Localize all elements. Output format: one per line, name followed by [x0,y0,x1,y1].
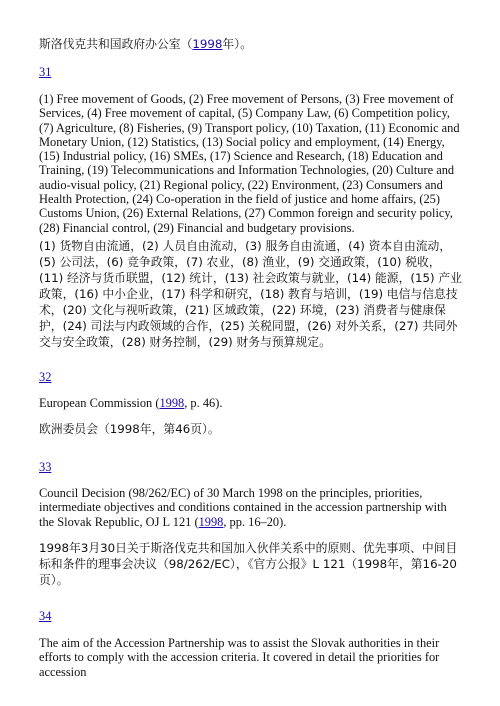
year-link[interactable]: 1998 [192,37,223,51]
footnote-32-link[interactable]: 32 [39,370,52,384]
footnote-32-english-text: European Commission ( [39,396,160,410]
footnote-33-english-text: Council Decision (98/262/EC) of 30 March 1998 on the principles, priorities, intermediate objectives and conditions contained in the accession partnership with the Slovak Republic, OJ L 121 ( [39,486,447,529]
footnote-32-year-link[interactable]: 1998 [159,396,185,410]
footnote-31-english: (1) Free movement of Goods, (2) Free movement of Persons, (3) Free movement of Services, (4) Free movement of capital, (5) Company Law, (6) Competition policy, (7) Agriculture, (8) Fisheries, (9) Transport policy, (10) Taxation, (11) Economic and Monetary Union, (12) Statistics, (13) Social policy and employment, (14) Energy, (15) Industrial policy, (16) SMEs, (17) Science and Research, (18) Education and Training, (19) Telecommunications and Information Technologies, (20) Culture and audio-visual policy, (21) Regional policy, (22) Environment, (23) Consumers and Health Protection, (24) Co-operation in the field of justice and home affairs, (25) Customs Union, (26) External Relations, (27) Common foreign and security policy, (28) Financial control, (29) Financial and budgetary provisions. [39,92,460,235]
footnote-34-link[interactable]: 34 [39,609,52,623]
top-citation [39,36,463,52]
footnote-32-english [39,396,463,410]
footnote-33-chinese: 1998年3月30日关于斯洛伐克共和国加入伙伴关系中的原则、优先事项、中间目标和条件的理事会决议（98/262/EC），《官方公报》L 121（1998年，第16-20页）。 [39,541,458,587]
footnote-31-chinese: (1) 货物自由流通，(2) 人员自由流动，(3) 服务自由流通，(4) 资本自由流动，(5) 公司法，(6) 竞争政策，(7) 农业，(8) 渔业，(9) 交通政策，(10) 税收，(11) 经济与货币联盟，(12) 统计，(13) 社会政策与就业，(14) 能源，(15) 产业政策，(16) 中小企业，(17) 科学和研究，(18) 教育与培训，(19) 电信与信息技术，(20) 文化与视听政策，(21) 区域政策，(22) 环境，(23) 消费者与健康保护，(24) 司法与内政领域的合作，(25) 关税同盟，(26) 对外关系，(27) 共同外交与安全政策，(28) 财务控制，(29) 财务与预算规定。 [39,239,462,349]
footnote-33-link[interactable]: 33 [39,460,52,474]
footnote-31-link[interactable]: 31 [39,65,52,79]
top-citation-text: 斯洛伐克共和国政府办公室（ [39,37,193,51]
footnote-33-year-link[interactable]: 1998 [198,514,224,529]
footnote-32-chinese: 欧洲委员会（1998年，第46页）。 [39,422,220,436]
top-citation-suffix: 年）。 [222,37,252,51]
footnote-33-english-suffix: , pp. 16–20). [223,514,287,529]
footnote-33-english [39,486,463,529]
footnote-34-english: The aim of the Accession Partnership was to assist the Slovak authorities in their efforts to comply with the accession criteria. It covered in detail the priorities for accession [39,636,440,679]
footnote-32-english-suffix: , p. 46). [184,396,223,410]
